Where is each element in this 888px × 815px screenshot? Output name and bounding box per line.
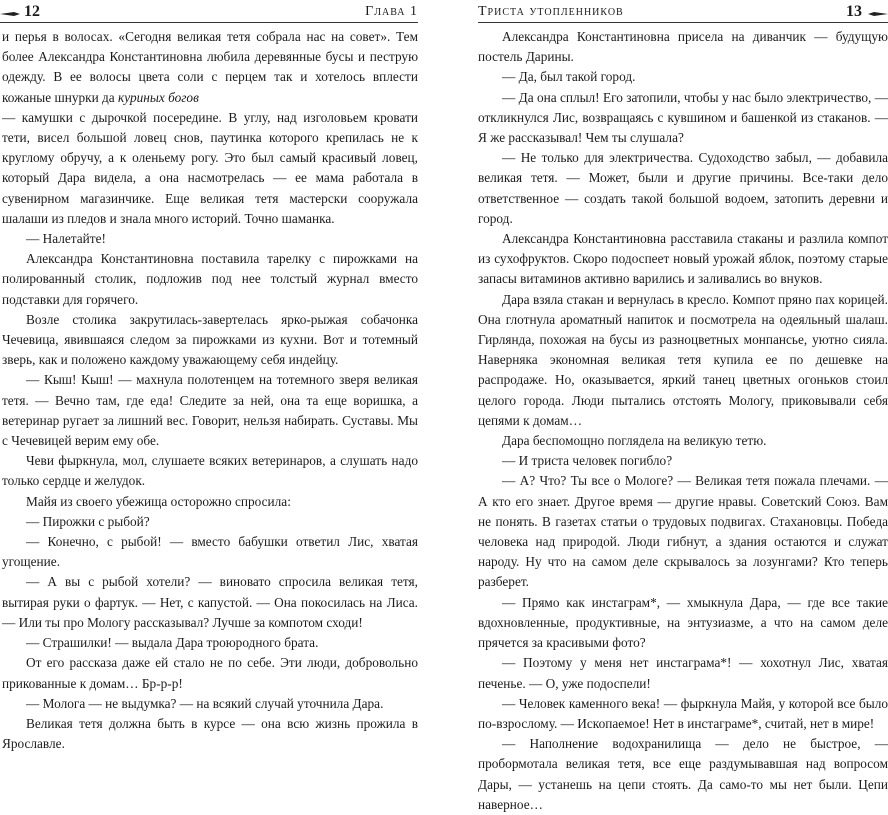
- right-page: [444, 0, 888, 812]
- paragraph: Дара беспомощно поглядела на великую тетю.: [502, 433, 767, 449]
- paragraph: Великая тетя должна быть в курсе — она всю жизнь прожила в Ярославле.: [2, 715, 418, 752]
- paragraph: — Налетайте!: [26, 231, 106, 247]
- page-number: 13: [846, 3, 862, 20]
- paragraph: — Да она сплыл! Его затопили, чтобы у нас было электричество, — откликнулся Лис, возвращаясь с кувшином и башенкой из стаканов. — Я же рассказывал! Чем ты слушала?: [478, 89, 888, 146]
- paragraph: — Молога — не выдумка? — на всякий случай уточнила Дара.: [26, 695, 384, 711]
- paragraph: От его рассказа даже ей стало не по себе. Эти люди, добровольно прикованные к домам… Бр-р-р!: [2, 655, 418, 691]
- paragraph: Дара взяла стакан и вернулась в кресло. Компот пряно пах корицей. Она глотнула ароматный напиток и посмотрела на одеяльный шалаш. Гирлянда, похожая на бусы из разноцветных монпансье, уютно сияла. Наверняка экономная великая тетя купила ее по дешевке на распродаже. Но, оказывается, яркий танец цветных огоньков стоил целого города. Люди пытались отстоять Мологу, приковывали себя цепями к домам…: [478, 291, 888, 428]
- section-title: Триста утопленников: [478, 4, 624, 19]
- arrow-ornament-icon: [0, 11, 20, 17]
- paragraph: и перья в волосах. «Сегодня великая тетя собрала нас на совет». Тем более Александра Константиновна любила деревянные бусы и пеструю одежду. В ее волосы цвета соли с перцем так и хотелось вплести кожаные шнурки да куриных богов: [2, 29, 418, 105]
- paragraph: — И триста человек погибло?: [502, 453, 673, 469]
- paragraph: — А вы с рыбой хотели? — виновато спросила великая тетя, вытирая руки о фартук. — Нет, с капустой. — Она покосилась на Лиса. — Или ты про Мологу рассказывал? Лучше за компотом сходи!: [2, 574, 418, 630]
- header-rule: [478, 22, 888, 23]
- paragraph: — Не только для электричества. Судоходство забыл, — добавила великая тетя. — Может, были и другие причины. Все-таки дело ответственное — создать такой большой водоем, затопить деревни и город.: [478, 150, 888, 226]
- paragraph: — Страшилки! — выдала Дара троюродного брата.: [26, 635, 319, 651]
- paragraph: Чеви фыркнула, мол, слушаете всяких ветеринаров, а слушать надо только сердце и желудок.: [2, 453, 418, 489]
- paragraph: — Прямо как инстаграм*, — хмыкнула Дара, — где все такие вдохновленные, продуктивные, на энтузиазме, а что на самом деле прячется за красивыми фото?: [478, 594, 888, 651]
- arrow-ornament-icon: [868, 11, 888, 17]
- paragraph: Александра Константиновна расставила стаканы и разлила компот из сухофруктов. Скоро подоспеет новый урожай яблок, поэтому старые запасы витаминов активно варились и заливались во внуков.: [478, 231, 888, 287]
- right-running-header: [478, 2, 888, 22]
- body-text: [2, 27, 418, 754]
- paragraph: Майя из своего убежища осторожно спросила:: [26, 493, 291, 509]
- left-running-header: [0, 2, 418, 22]
- paragraph: — Пирожки с рыбой?: [26, 513, 150, 529]
- paragraph: — Кыш! Кыш! — махнула полотенцем на тотемного зверя великая тетя. — Вечно там, где еда! Следите за ней, она та еще воришка, а ветеринар ругает за лишний вес. Говорит, нельзя набирать. Суставы. Мы с Чечевицей верим ему обе.: [2, 372, 418, 449]
- paragraph: Возле столика закрутилась-завертелась ярко-рыжая собачонка Чечевица, явившаяся следом за пирожками из кухни. Вот и тотемный зверь, как и положено каждому уважающему себя индейцу.: [2, 311, 418, 368]
- paragraph: — Конечно, с рыбой! — вместо бабушки ответил Лис, хватая угощение.: [2, 534, 418, 570]
- page-number: 12: [24, 3, 40, 20]
- paragraph: — А? Что? Ты все о Мологе? — Великая тетя пожала плечами. — А кто его знает. Другое время — другие нравы. Советский Союз. Вам не понять. В газетах статьи о трудовых подвигах. Стахановцы. Победа человека над природой. Люди гибнут, а здания остаются и служат народу. Ну что на самом деле скрывалось за лозунгами? Кто теперь разберет.: [478, 473, 888, 590]
- body-text: [478, 27, 888, 815]
- paragraph: — Человек каменного века! — фыркнула Майя, у которой все было по-взрослому. — Ископаемое! Нет в инстаграме*, считай, нет в мире!: [478, 695, 888, 731]
- paragraph: — Да, был такой город.: [502, 69, 636, 85]
- chapter-title: Глава 1: [365, 4, 418, 19]
- header-rule: [0, 22, 418, 23]
- italic-term: куриных богов: [118, 89, 199, 105]
- paragraph: — камушки с дырочкой посередине. В углу, над изголовьем кровати тети, висел большой ловец снов, паутинка которого крепилась не к круглому обручу, а к оленьему рогу. Это был самый красивый ловец, который Дара видела, а она насмотрелась — ее мама работала в сувенирном магазинчике. Еще великая тетя мастерски сооружала шалаши из пледов и знала много историй. Точно шаманка.: [2, 109, 418, 226]
- left-page: [0, 0, 444, 752]
- paragraph: Александра Константиновна поставила тарелку с пирожками на полированный столик, подложив под нее толстый журнал вместо подставки для горячего.: [2, 251, 418, 307]
- paragraph: Александра Константиновна присела на диванчик — будущую постель Дарины.: [478, 29, 888, 65]
- paragraph: — Поэтому у меня нет инстаграма*! — хохотнул Лис, хватая печенье. — О, уже подоспели!: [478, 655, 888, 691]
- paragraph: — Наполнение водохранилища — дело не быстрое, — пробормотала великая тетя, все еще раздумывавшая над вопросом Дары, — устанешь на цепи стоять. Да само-то мы нет были. Цепи наверное…: [478, 736, 888, 812]
